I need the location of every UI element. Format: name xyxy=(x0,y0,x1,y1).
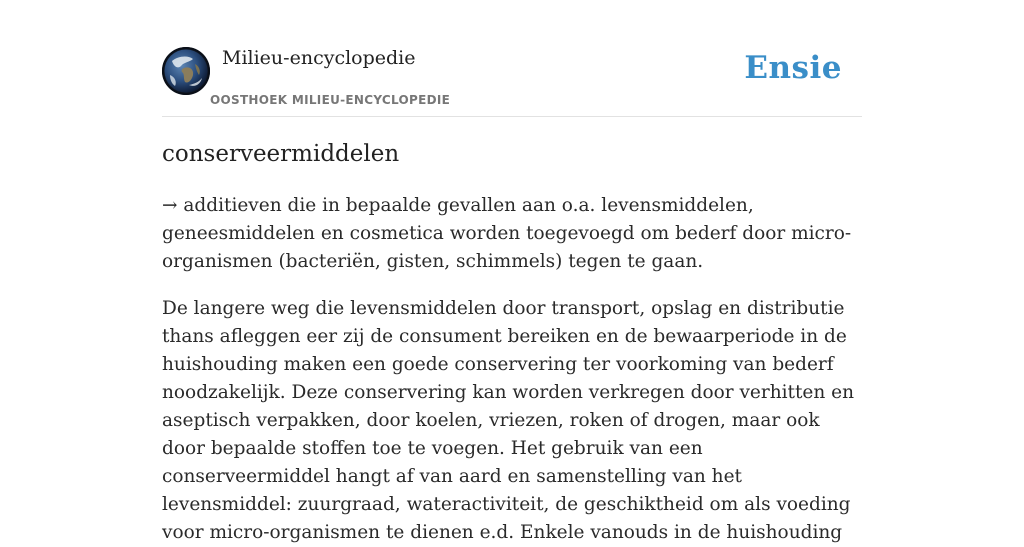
site-subtitle[interactable]: OOSTHOEK MILIEU-ENCYCLOPEDIE xyxy=(210,93,451,107)
site-title[interactable]: Milieu-encyclopedie xyxy=(222,47,416,69)
entry-paragraph-1: → additieven die in bepaalde gevallen aan o.a. levensmiddelen, geneesmiddelen en cosmetica worden toegevoegd om bederf door micro-organismen (bacteriën, gisten, schimmels) tegen te gaan. xyxy=(162,195,852,272)
earth-globe-icon[interactable] xyxy=(162,47,210,95)
entry-paragraph-2: De langere weg die levensmiddelen door transport, opslag en distributie thans afleggen eer zij de consument bereiken en de bewaarperiode in de huishouding maken een goede conservering ter voorkoming van bederf noodzakelijk. Deze conservering kan worden verkregen door verhitten en aseptisch verpakken, door koelen, vriezen, roken of drogen, maar ook door bepaalde stoffen toe te voegen. Het gebruik van een conserveermiddel hangt af van aard en samenstelling van het levensmiddel: zuurgraad, wateractiviteit, de geschiktheid om als voeding voor micro-organismen te dienen e.d. Enkele vanouds in de huishouding xyxy=(162,298,855,543)
brand-logo-text[interactable]: Ensie xyxy=(744,50,842,86)
entry-term-heading: conserveermiddelen xyxy=(162,141,400,167)
site-header xyxy=(162,46,862,117)
